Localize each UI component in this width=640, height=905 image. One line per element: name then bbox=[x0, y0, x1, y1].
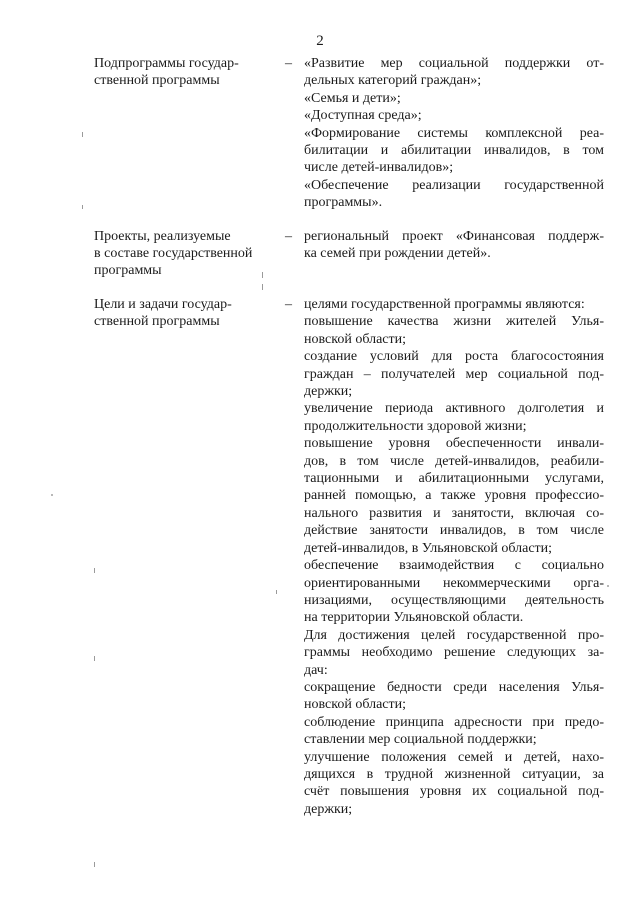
label-line: ственной программы bbox=[94, 73, 220, 88]
value-line: увеличение периода активного долголетия и bbox=[304, 401, 604, 417]
value-line: действие занятости инвалидов, в том числе bbox=[304, 523, 604, 539]
value-line: детей-инвалидов, в Ульяновской области; bbox=[304, 540, 553, 556]
value-line: билитации и абилитации инвалидов, в том bbox=[304, 143, 604, 159]
value-line: региональный проект «Финансовая поддерж- bbox=[304, 229, 604, 244]
scan-artifact bbox=[276, 590, 277, 594]
label-line: Подпрограммы государ- bbox=[94, 56, 239, 71]
row-value bbox=[304, 296, 604, 818]
value-line: улучшение положения семей и детей, нахо- bbox=[304, 749, 604, 765]
value-line: тационными и абилитационными услугами, bbox=[304, 471, 604, 487]
value-line: дельных категорий граждан»; bbox=[304, 73, 482, 89]
value-line: обеспечение взаимодействия с социально bbox=[304, 558, 604, 574]
scan-artifact bbox=[607, 585, 609, 587]
label-line: в составе государственной bbox=[94, 246, 253, 261]
value-line: новской области; bbox=[304, 331, 407, 347]
value-line: «Формирование системы комплексной реа- bbox=[304, 125, 604, 141]
value-line: ориентированными некоммерческими орга- bbox=[304, 575, 604, 591]
row-label bbox=[94, 296, 274, 330]
value-line: ка семей при рождении детей». bbox=[304, 246, 491, 262]
value-line: счёт повышения уровня их социальной под- bbox=[304, 784, 604, 800]
value-line: ранней помощью, а также уровня профессио- bbox=[304, 488, 604, 504]
value-line: создание условий для роста благосостояния bbox=[304, 349, 604, 365]
value-line: граммы необходимо решение следующих за- bbox=[304, 645, 604, 661]
scan-artifact bbox=[262, 284, 263, 290]
row-value bbox=[304, 55, 604, 212]
row-dash: – bbox=[285, 56, 292, 71]
value-line: «Доступная среда»; bbox=[304, 108, 422, 124]
scan-artifact bbox=[262, 272, 263, 278]
row-dash: – bbox=[285, 297, 292, 312]
value-line: «Семья и дети»; bbox=[304, 90, 401, 106]
scan-artifact bbox=[51, 494, 53, 496]
row-dash: – bbox=[285, 229, 292, 244]
value-line: числе детей-инвалидов»; bbox=[304, 160, 454, 176]
scan-artifact bbox=[94, 568, 95, 573]
value-line: программы». bbox=[304, 195, 383, 211]
value-line: продолжительности здоровой жизни; bbox=[304, 418, 527, 434]
value-line: повышение качества жизни жителей Улья- bbox=[304, 314, 604, 330]
value-line: целями государственной программы являются: bbox=[304, 297, 585, 312]
label-line: Проекты, реализуемые bbox=[94, 229, 231, 244]
value-line: «Развитие мер социальной поддержки от- bbox=[304, 56, 604, 71]
value-line: дящихся в трудной жизненной ситуации, за bbox=[304, 766, 604, 782]
value-line: сокращение бедности среди населения Улья- bbox=[304, 679, 604, 695]
page-number: 2 bbox=[316, 33, 324, 49]
value-line: низациями, осуществляющими деятельность bbox=[304, 592, 604, 608]
label-line: ственной программы bbox=[94, 314, 220, 329]
row-value bbox=[304, 228, 604, 263]
label-line: Цели и задачи государ- bbox=[94, 297, 232, 312]
value-line: повышение уровня обеспеченности инвали- bbox=[304, 436, 604, 452]
value-line: дов, в том числе детей-инвалидов, реабили- bbox=[304, 453, 604, 469]
value-line: на территории Ульяновской области. bbox=[304, 610, 524, 626]
value-line: держки; bbox=[304, 384, 353, 400]
row-label bbox=[94, 55, 274, 89]
scan-artifact bbox=[82, 132, 83, 137]
value-line: нального развития и занятости, включая со- bbox=[304, 505, 604, 521]
value-line: дач: bbox=[304, 662, 328, 678]
scan-artifact bbox=[94, 862, 95, 867]
row-label bbox=[94, 228, 274, 279]
value-line: новской области; bbox=[304, 697, 407, 713]
value-line: «Обеспечение реализации государственной bbox=[304, 177, 604, 193]
label-line: программы bbox=[94, 263, 162, 278]
value-line: Для достижения целей государственной про- bbox=[304, 627, 604, 643]
scan-artifact bbox=[94, 656, 95, 661]
value-line: соблюдение принципа адресности при предо- bbox=[304, 714, 604, 730]
value-line: держки; bbox=[304, 801, 353, 817]
value-line: граждан – получателей мер социальной под- bbox=[304, 366, 604, 382]
scan-artifact bbox=[82, 205, 83, 209]
value-line: ставлении мер социальной поддержки; bbox=[304, 732, 537, 748]
